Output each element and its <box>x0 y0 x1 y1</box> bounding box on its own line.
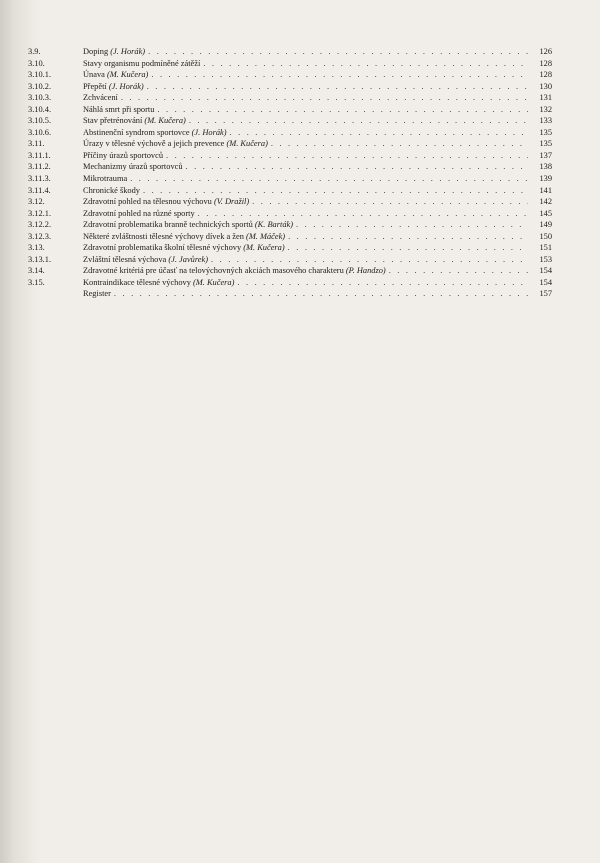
toc-entry-number: 3.10.3. <box>28 93 52 103</box>
dot-leader <box>271 138 528 150</box>
toc-entry-number: 3.10. <box>28 58 45 68</box>
dot-leader <box>211 254 528 266</box>
toc-entry <box>28 138 552 150</box>
toc-entry <box>28 185 552 197</box>
toc-entry-number: 3.13.1. <box>28 254 52 264</box>
toc-entry-page: 138 <box>539 162 552 172</box>
toc-entry-page: 157 <box>539 289 552 299</box>
toc-entry-page: 133 <box>539 116 552 126</box>
toc-entry-page: 142 <box>539 197 552 207</box>
toc-entry-author: (V. Dražil) <box>213 197 250 207</box>
dot-leader <box>296 219 528 231</box>
toc-entry-title: Zchvácení <box>83 93 118 103</box>
dot-leader <box>252 196 528 208</box>
toc-entry <box>28 265 552 277</box>
dot-leader <box>230 127 528 139</box>
toc-entry <box>28 196 552 208</box>
toc-entry-title: Doping <box>83 47 109 56</box>
toc-entry-page: 135 <box>539 139 552 149</box>
toc-entry-title: Úrazy v tělesné výchově a jejich prevence <box>83 139 225 149</box>
toc-entry-author: (M. Máček) <box>246 231 286 241</box>
toc-entry-page: 128 <box>539 58 552 68</box>
toc-entry-number: 3.11.2. <box>28 162 51 172</box>
toc-entry-number: 3.15. <box>28 277 45 287</box>
toc-entry <box>28 242 552 254</box>
toc-entry-number: 3.14. <box>28 266 45 276</box>
toc-entry-title: Stav přetrénování <box>83 116 143 126</box>
toc-entry-author: (J. Horák) <box>110 47 146 56</box>
toc-entry <box>28 104 552 116</box>
toc-entry-title: Abstinenční syndrom sportovce <box>83 127 190 137</box>
toc-entry <box>28 219 552 231</box>
toc-entry-author: (J. Horák) <box>191 127 227 137</box>
toc-entry <box>28 173 552 185</box>
toc-entry-title: Přepětí <box>83 81 107 91</box>
toc-entry-page: 128 <box>539 70 552 80</box>
dot-leader <box>389 265 528 277</box>
toc-entry-number: 3.9. <box>28 47 41 56</box>
dot-leader <box>130 173 528 185</box>
toc-entry <box>28 231 552 243</box>
toc-entry-number: 3.11. <box>28 139 45 149</box>
toc-entry-author: (J. Horák) <box>108 81 144 91</box>
toc-entry-number: 3.11.4. <box>28 185 51 195</box>
toc-entry-page: 141 <box>539 185 552 195</box>
dot-leader <box>189 115 528 127</box>
toc-entry-number: 3.10.6. <box>28 127 52 137</box>
toc-entry-author: (M. Kučera) <box>144 116 186 126</box>
toc-entry-title: Mechanizmy úrazů sportovců <box>83 162 183 172</box>
toc-entry-number: 3.12.3. <box>28 231 52 241</box>
toc-entry-page: 131 <box>539 93 552 103</box>
dot-leader <box>288 231 528 243</box>
toc-entry-number: 3.10.4. <box>28 104 52 114</box>
dot-leader <box>147 81 528 93</box>
toc-entry-title: Zdravotné kritériá pre účasť na telovýchovných akciách masového charakteru <box>83 266 344 276</box>
toc-entry-title: Zdravotní problematika školní tělesné výchovy <box>83 243 242 253</box>
toc-entry <box>28 58 552 70</box>
toc-entry-title: Stavy organismu podmíněné zátěží <box>83 58 201 68</box>
toc-entry-title: Zdravotní problematika branně technických sportů <box>83 220 253 230</box>
toc-entry-page: 153 <box>539 254 552 264</box>
toc-entry-title: Náhlá smrt při sportu <box>83 104 155 114</box>
toc-entry-page: 130 <box>539 81 552 91</box>
toc-entry-number: 3.11.3. <box>28 174 51 184</box>
toc-entry <box>28 127 552 139</box>
dot-leader <box>166 150 528 162</box>
toc-entry-title: Příčiny úrazů sportovců <box>83 150 164 160</box>
toc-entry <box>28 277 552 289</box>
toc-entry-author: (M. Kučera) <box>226 139 268 149</box>
toc-entry-number: 3.12. <box>28 197 45 207</box>
toc-entry-page: 151 <box>539 243 552 253</box>
toc-entry-number: 3.13. <box>28 243 45 253</box>
toc-entry-number: 3.10.2. <box>28 81 52 91</box>
toc-entry-title: Mikrotrauma <box>83 174 128 184</box>
toc-entry-title: Únava <box>83 70 105 80</box>
toc-entry-number: 3.12.1. <box>28 208 52 218</box>
toc-entry <box>28 69 552 81</box>
toc-entry-number: 3.11.1. <box>28 150 51 160</box>
toc-entry-title: Kontraindikace tělesné výchovy <box>83 277 191 287</box>
dot-leader <box>148 46 528 58</box>
toc-entry-page: 126 <box>539 47 552 56</box>
toc-entry-author: (M. Kučera) <box>106 70 149 80</box>
toc-entry-page: 137 <box>539 150 552 160</box>
table-of-contents <box>28 46 552 300</box>
toc-entry <box>28 150 552 162</box>
toc-entry-page: 154 <box>539 277 552 287</box>
toc-entry-page: 150 <box>539 231 552 241</box>
toc-entry-page: 132 <box>539 104 552 114</box>
dot-leader <box>237 277 528 289</box>
toc-entry <box>28 81 552 93</box>
toc-entry-title: Zvláštní tělesná výchova <box>83 254 167 264</box>
toc-entry-number: 3.12.2. <box>28 220 52 230</box>
dot-leader <box>151 69 528 81</box>
toc-entry-title: Zdravotní pohled na tělesnou výchovu <box>83 197 212 207</box>
toc-entry <box>28 92 552 104</box>
toc-entry-page: 145 <box>539 208 552 218</box>
toc-entry-page: 135 <box>539 127 552 137</box>
toc-entry <box>28 46 552 58</box>
toc-entry-number: 3.10.1. <box>28 70 52 80</box>
toc-entry-author: (P. Handzo) <box>345 266 386 276</box>
toc-entry <box>28 254 552 266</box>
toc-entry <box>28 115 552 127</box>
dot-leader <box>143 185 528 197</box>
toc-entry-page: 154 <box>539 266 552 276</box>
toc-entry-page: 139 <box>539 174 552 184</box>
toc-entry-title: Některé zvláštnosti tělesné výchovy dívek a žen <box>83 231 244 241</box>
toc-entry-author: (M. Kučera) <box>243 243 285 253</box>
toc-entry-number: 3.10.5. <box>28 116 52 126</box>
dot-leader <box>114 288 528 300</box>
toc-entry-author: (M. Kučera) <box>193 277 235 287</box>
dot-leader <box>186 161 528 173</box>
toc-entry <box>28 288 552 300</box>
toc-entry-author: (J. Javůrek) <box>168 254 209 264</box>
toc-entry-title: Register <box>83 289 111 299</box>
dot-leader <box>203 58 528 70</box>
dot-leader <box>121 92 528 104</box>
toc-entry <box>28 208 552 220</box>
toc-entry <box>28 161 552 173</box>
dot-leader <box>157 104 528 116</box>
toc-entry-title: Zdravotní pohled na různé sporty <box>83 208 195 218</box>
toc-entry-page: 149 <box>539 220 552 230</box>
dot-leader <box>288 242 528 254</box>
toc-entry-author: (K. Barták) <box>254 220 294 230</box>
dot-leader <box>198 208 528 220</box>
toc-entry-title: Chronické škody <box>83 185 140 195</box>
